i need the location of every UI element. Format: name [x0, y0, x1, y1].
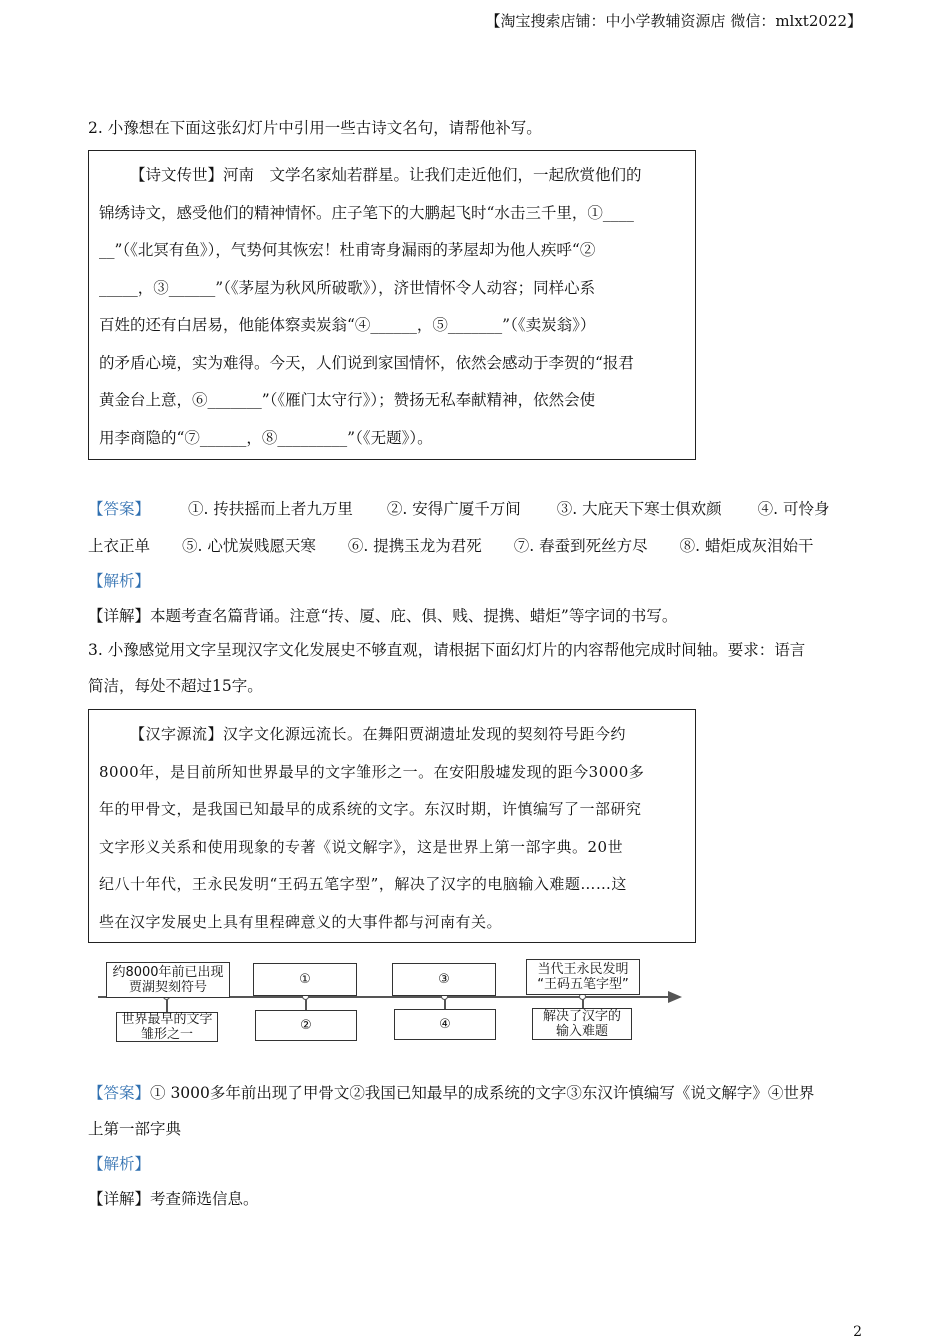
answer-item: ⑥. 提携玉龙为君死 — [347, 537, 482, 555]
timeline-slot-1 — [253, 963, 357, 996]
q3-slide-line: 年的甲骨文，是我国已知最早的成系统的文字。东汉时期，许慎编写了一部研究 — [99, 800, 642, 818]
timeline-text: 输入难题 — [555, 1024, 608, 1039]
timeline-slot-4 — [394, 1009, 496, 1040]
answer-tag: 【答案】 — [88, 1084, 151, 1102]
timeline-text: 世界最早的文字 — [121, 1012, 213, 1027]
page-header: 【淘宝搜索店铺：中小学教辅资源店 微信：mlxt2022】 — [485, 12, 862, 30]
timeline-text: ④ — [439, 1017, 451, 1032]
q2-slide-line: _____，③______”（《茅屋为秋风所破歌》），济世情怀令人动容；同样心系 — [99, 278, 596, 297]
answer-item: ①. 抟扶摇而上者九万里 — [188, 500, 353, 518]
timeline-slot-3 — [392, 963, 496, 996]
timeline-text: 当代王永民发明 — [537, 962, 629, 977]
q2-analysis-tag: 【解析】 — [88, 572, 151, 590]
q3-slide-line: 纪八十年代，王永民发明“王码五笔字型”，解决了汉字的电脑输入难题……这 — [99, 875, 627, 893]
q3-analysis-tag: 【解析】 — [88, 1155, 151, 1173]
timeline-box-top-1 — [106, 962, 230, 998]
q3-slide-line: 8000年，是目前所知世界最早的文字雏形之一。在安阳殷墟发现的距今3000多 — [99, 762, 645, 781]
q2-slide-line: 黄金台上意，⑥_______”（《雁门太守行》）；赞扬无私奉献精神，依然会使 — [99, 391, 596, 409]
q3-slide-line: 【汉字源流】汉字文化源远流长。在舞阳贾湖遗址发现的契刻符号距今约 — [130, 725, 627, 743]
q2-slide-line: 百姓的还有白居易，他能体察卖炭翁“④______，⑤_______”（《卖炭翁》） — [99, 316, 596, 334]
q2-answer-row-1 — [88, 491, 864, 527]
timeline-arrow-icon — [668, 991, 682, 1003]
q2-slide-line: 【诗文传世】河南 文学名家灿若群星。让我们走近他们，一起欣赏他们的 — [130, 166, 642, 184]
timeline-box-bottom-4 — [532, 1008, 632, 1040]
q2-detail: 【详解】本题考查名篇背诵。注意“抟、厦、庇、俱、贱、提携、蜡炬”等字词的书写。 — [88, 607, 678, 625]
q2-slide-box — [88, 150, 696, 460]
timeline-slot-2 — [255, 1010, 357, 1041]
q2-slide-line: 锦绣诗文，感受他们的精神情怀。庄子笔下的大鹏起飞时“水击三千里，①____ — [99, 203, 634, 222]
timeline-text: ② — [300, 1018, 312, 1033]
answer-item: ⑧. 蜡炬成灰泪始干 — [679, 537, 814, 555]
timeline-text: 雏形之一 — [140, 1027, 193, 1042]
q2-slide-line: 的矛盾心境，实为难得。今天，人们说到家国情怀，依然会感动于李贺的“报君 — [99, 353, 634, 372]
answer-tag: 【答案】 — [88, 500, 151, 518]
q2-slide-line: 用李商隐的“⑦______，⑧_________”（《无题》）。 — [99, 428, 433, 447]
timeline-text: 约8000年前已出现 — [112, 965, 224, 980]
q3-slide-line: 文字形义关系和使用现象的专著《说文解字》，这是世界上第一部字典。20世 — [99, 837, 624, 856]
timeline-box-top-4 — [526, 959, 640, 995]
answer-item: 上衣正单 — [88, 537, 151, 555]
timeline-box-bottom-1 — [116, 1012, 218, 1042]
answer-item: ⑤. 心忧炭贱愿天寒 — [182, 537, 316, 555]
q3-slide-line: 些在汉字发展史上具有里程碑意义的大事件都与河南有关。 — [99, 912, 503, 931]
q3-answer-line-2: 上第一部字典 — [88, 1120, 182, 1138]
answer-item: ③. 大庇天下寒士俱欢颜 — [556, 500, 722, 518]
timeline-text: 解决了汉字的 — [542, 1009, 621, 1024]
q3-prompt-line-2: 简洁，每处不超过15字。 — [88, 677, 263, 695]
answer-item: ②. 安得广厦千万间 — [386, 500, 521, 518]
q2-prompt: 2. 小豫想在下面这张幻灯片中引用一些古诗文名句，请帮他补写。 — [88, 119, 542, 137]
timeline-text: ① — [299, 972, 311, 987]
q3-slide-box — [88, 709, 696, 943]
page-number: 2 — [853, 1324, 862, 1340]
q3-detail: 【详解】考查筛选信息。 — [88, 1190, 259, 1208]
timeline-text: ③ — [438, 972, 450, 987]
timeline-text: “王码五笔字型” — [537, 977, 629, 992]
timeline-text: 贾湖契刻符号 — [128, 980, 207, 995]
q2-answer-row-2 — [88, 528, 864, 564]
q3-answer-line-1 — [88, 1075, 864, 1111]
answer-text: ① 3000多年前出现了甲骨文②我国已知最早的成系统的文字③东汉许慎编写《说文解字》④世界 — [150, 1084, 815, 1102]
q2-slide-line: __”（《北冥有鱼》），气势何其恢宏！杜甫寄身漏雨的茅屋却为他人疾呼“② — [99, 241, 596, 259]
answer-item: ④. 可怜身 — [757, 500, 830, 518]
q3-prompt-line-1: 3. 小豫感觉用文字呈现汉字文化发展史不够直观，请根据下面幻灯片的内容帮他完成时间轴。要求：语言 — [88, 641, 806, 659]
answer-item: ⑦. 春蚕到死丝方尽 — [513, 537, 648, 555]
